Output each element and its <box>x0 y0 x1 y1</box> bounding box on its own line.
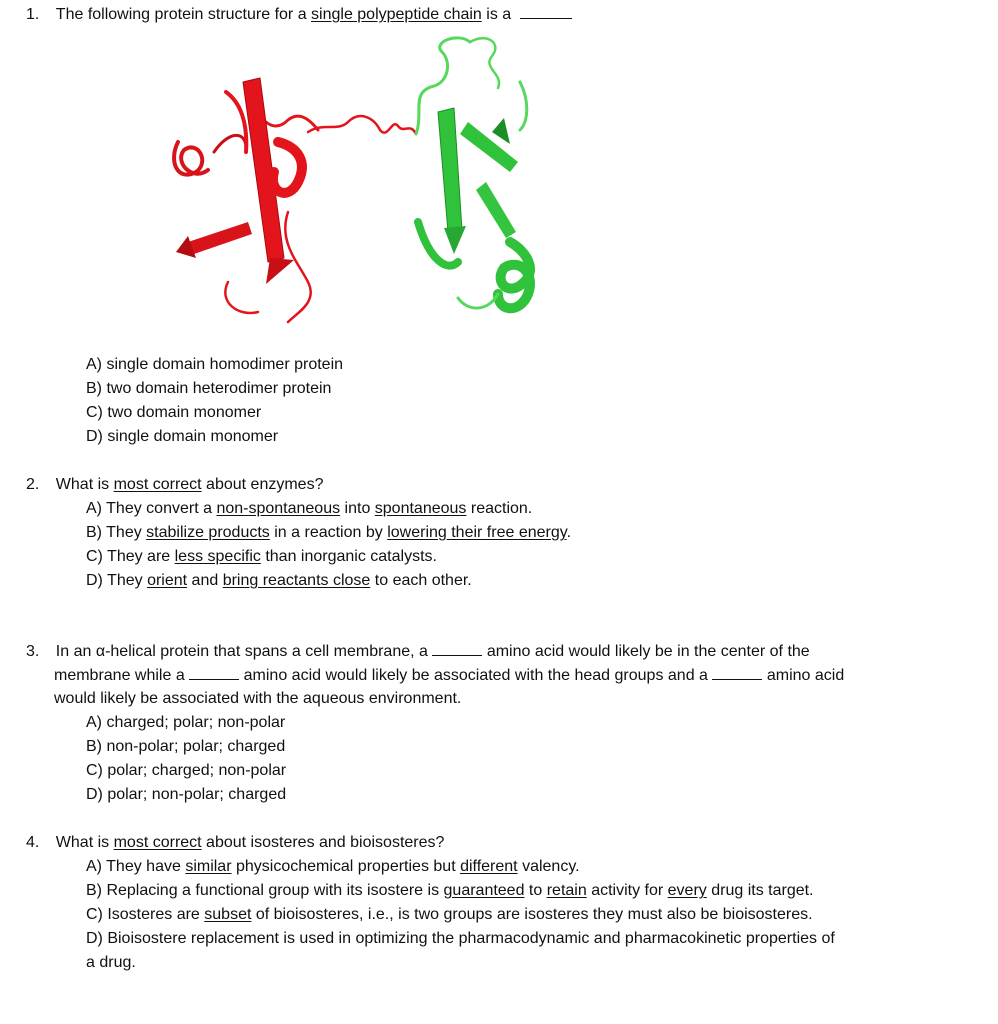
q3-stem-line3: would likely be associated with the aqueous environment. <box>54 690 462 707</box>
red-tail <box>285 212 310 322</box>
q3-stem-line2: membrane while a amino acid would likely be associated with the head groups and a amino acid <box>54 667 845 684</box>
red-helix-coil <box>174 142 208 175</box>
q1-option-a: A) single domain homodimer protein <box>86 356 344 373</box>
q2-option-a: A) They convert a non-spontaneous into spontaneous reaction. <box>86 500 533 517</box>
q2-stem-a: What is <box>55 476 114 493</box>
q1-underlined: single polypeptide chain <box>311 6 482 23</box>
q1-option-b: B) two domain heterodimer protein <box>86 380 332 397</box>
protein-structure-image <box>148 22 548 332</box>
q3-stem-line1: 3. In an α-helical protein that spans a cell membrane, a amino acid would likely be in the center of the <box>26 643 810 660</box>
q1-option-c: C) two domain monomer <box>86 404 262 421</box>
q4-option-c: C) Isosteres are subset of bioisosteres, i.e., is two groups are isosteres they must also be bioisosteres. <box>86 906 813 923</box>
q3-option-d: D) polar; non-polar; charged <box>86 786 287 803</box>
q3-blank-2 <box>189 665 239 680</box>
q4-number: 4. <box>26 834 40 851</box>
q2-stem-b: about enzymes? <box>201 476 324 493</box>
q3-number: 3. <box>26 643 40 660</box>
q1-number: 1. <box>26 6 40 23</box>
q3-blank-3 <box>712 665 762 680</box>
q3-option-c: C) polar; charged; non-polar <box>86 762 287 779</box>
q4-option-a: A) They have similar physicochemical properties but different valency. <box>86 858 580 875</box>
green-strand-main <box>438 108 462 232</box>
q2-stem-underlined: most correct <box>113 476 202 493</box>
q2-option-b: B) They stabilize products in a reaction by lowering their free energy. <box>86 524 572 541</box>
green-helix <box>498 242 530 308</box>
green-strand-2 <box>460 122 518 172</box>
red-helix-center <box>273 142 302 193</box>
q4-option-b: B) Replacing a functional group with its isostere is guaranteed to retain activity for every drug its target. <box>86 882 814 899</box>
q4-option-d-line2: a drug. <box>86 954 136 971</box>
q3-option-a: A) charged; polar; non-polar <box>86 714 286 731</box>
q1-blank <box>520 4 572 19</box>
red-arrow-head <box>266 258 294 284</box>
q2-option-d: D) They orient and bring reactants close to each other. <box>86 572 472 589</box>
q2-option-c: C) They are less specific than inorganic catalysts. <box>86 548 437 565</box>
red-strand-2 <box>188 222 252 254</box>
q3-blank-1 <box>432 641 482 656</box>
q4-option-d-line1: D) Bioisostere replacement is used in optimizing the pharmacodynamic and pharmacokinetic properties of <box>86 930 835 947</box>
q3-option-b: B) non-polar; polar; charged <box>86 738 286 755</box>
green-domain <box>416 38 530 308</box>
q2-number: 2. <box>26 476 40 493</box>
red-domain <box>174 78 416 322</box>
q1-stem-text: The following protein structure for a <box>55 6 312 23</box>
q1-option-d: D) single domain monomer <box>86 428 279 445</box>
q2-stem <box>26 475 323 495</box>
q1-stem-end: is a <box>481 6 512 23</box>
q4-stem: 4. What is most correct about isosteres and bioisosteres? <box>26 834 445 851</box>
